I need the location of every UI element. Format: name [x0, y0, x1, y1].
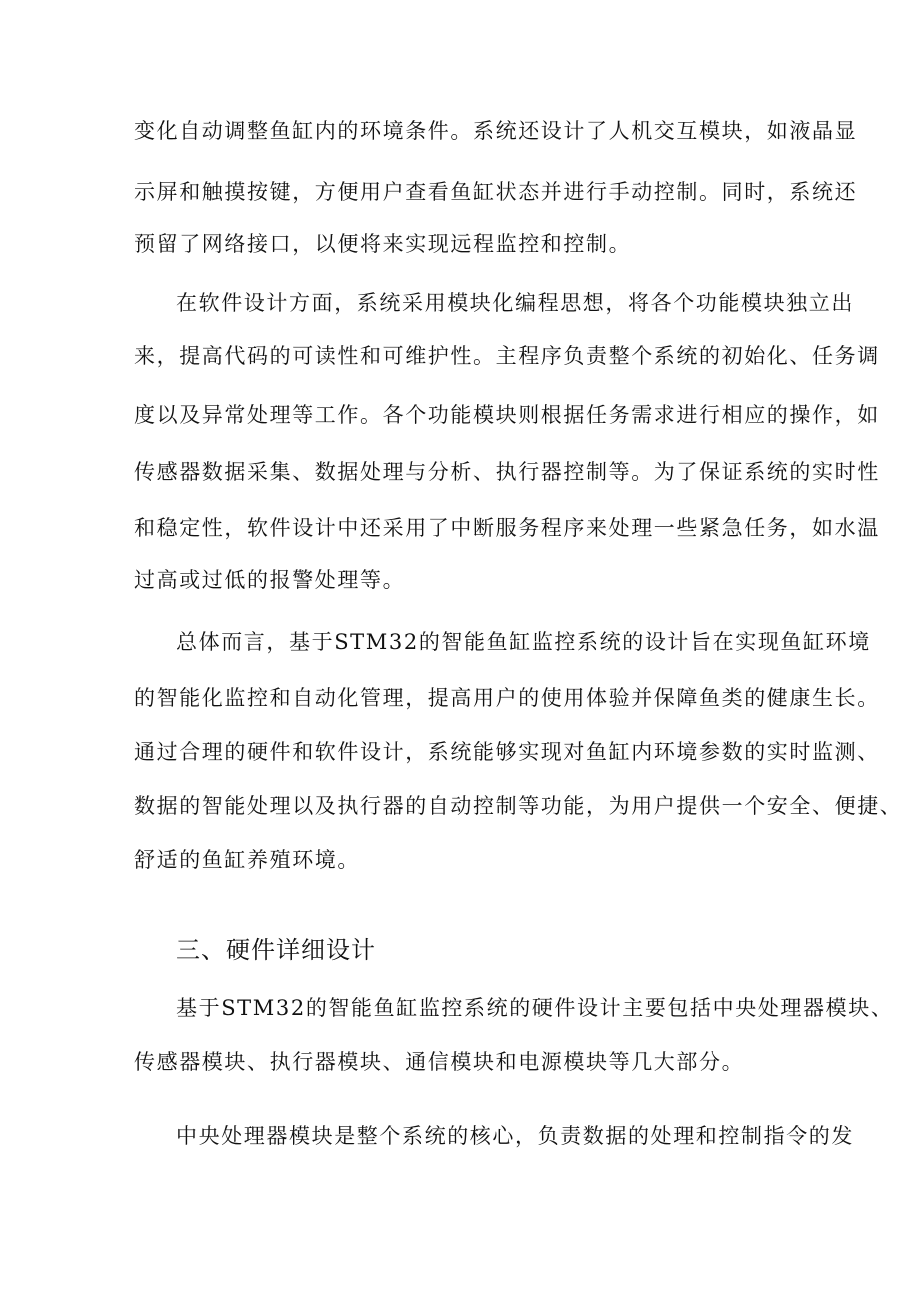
- paragraph-3-line-3: 通过合理的硬件和软件设计，系统能够实现对鱼缸内环境参数的实时监测、: [134, 740, 880, 764]
- section-paragraph-2-line-1: 中央处理器模块是整个系统的核心，负责数据的处理和控制指令的发: [176, 1124, 854, 1148]
- section-paragraph-1-line-2: 传感器模块、执行器模块、通信模块和电源模块等几大部分。: [134, 1050, 745, 1074]
- paragraph-3-line-5: 舒适的鱼缸养殖环境。: [134, 848, 360, 872]
- paragraph-1-line-2: 示屏和触摸按键，方便用户查看鱼缸状态并进行手动控制。同时，系统还: [134, 180, 858, 204]
- paragraph-2-line-4: 传感器数据采集、数据处理与分析、执行器控制等。为了保证系统的实时性: [134, 460, 880, 484]
- paragraph-2-line-1: 在软件设计方面，系统采用模块化编程思想，将各个功能模块独立出: [176, 291, 854, 315]
- paragraph-2-line-3: 度以及异常处理等工作。各个功能模块则根据任务需求进行相应的操作，如: [134, 403, 880, 427]
- paragraph-3-line-2: 的智能化监控和自动化管理，提高用户的使用体验并保障鱼类的健康生长。: [134, 686, 880, 710]
- paragraph-2-line-2: 来，提高代码的可读性和可维护性。主程序负责整个系统的初始化、任务调: [134, 344, 880, 368]
- paragraph-2-line-6: 过高或过低的报警处理等。: [134, 568, 406, 592]
- section-heading: 三、硬件详细设计: [176, 936, 376, 964]
- paragraph-1-line-1: 变化自动调整鱼缸内的环境条件。系统还设计了人机交互模块，如液晶显: [134, 119, 858, 143]
- section-paragraph-1-line-1: 基于STM32的智能鱼缸监控系统的硬件设计主要包括中央处理器模块、: [176, 996, 894, 1020]
- paragraph-2-line-5: 和稳定性，软件设计中还采用了中断服务程序来处理一些紧急任务，如水温: [134, 516, 880, 540]
- paragraph-3-line-4: 数据的智能处理以及执行器的自动控制等功能，为用户提供一个安全、便捷、: [134, 794, 903, 818]
- paragraph-1-line-3: 预留了网络接口，以便将来实现远程监控和控制。: [134, 232, 632, 256]
- paragraph-3-line-1: 总体而言，基于STM32的智能鱼缸监控系统的设计旨在实现鱼缸环境: [176, 630, 871, 654]
